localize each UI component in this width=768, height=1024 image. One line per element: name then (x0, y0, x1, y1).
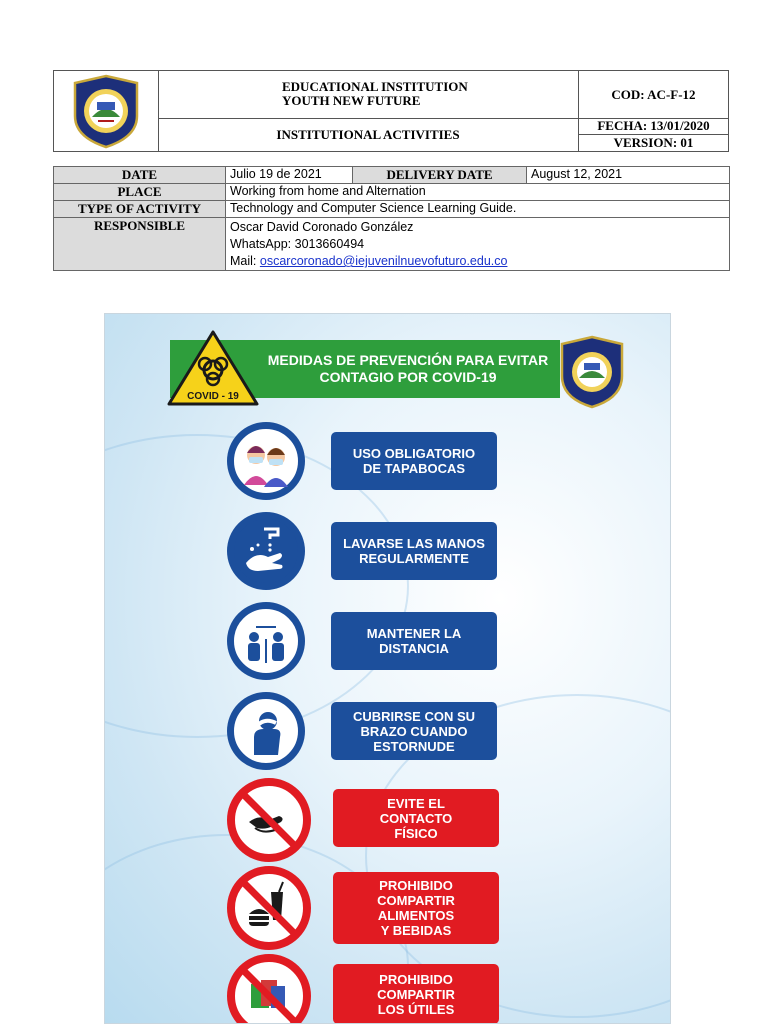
mask-people-icon (227, 422, 305, 500)
label-line: REGULARMENTE (359, 551, 469, 566)
institution-name (158, 71, 579, 119)
responsible-label: RESPONSIBLE (54, 218, 226, 271)
responsible-whatsapp: WhatsApp: 3013660494 (230, 237, 365, 251)
date-label: DATE (54, 167, 226, 184)
label-line: PROHIBIDO (379, 878, 453, 893)
document-date: FECHA: 13/01/2020 (579, 118, 728, 135)
prevention-label (331, 522, 497, 580)
document-header (53, 70, 729, 152)
no-food-drink-icon (227, 866, 311, 950)
date-value: Julio 19 de 2021 (226, 167, 353, 184)
label-line: PROHIBIDO (379, 971, 453, 987)
label-line: DISTANCIA (379, 641, 449, 656)
no-supplies-icon (227, 954, 311, 1024)
mail-prefix: Mail: (230, 254, 260, 268)
responsible-mail (230, 253, 725, 270)
delivery-date-value: August 12, 2021 (527, 167, 730, 184)
poster-title-line1: MEDIDAS DE PREVENCIÓN PARA EVITAR (267, 352, 549, 368)
prevention-item-distance (227, 602, 499, 682)
label-line: LAVARSE LAS MANOS (343, 536, 485, 551)
label-line: ALIMENTOS (377, 908, 455, 923)
label-line: Y BEBIDAS (380, 923, 452, 938)
label-line: COMPARTIR (377, 986, 455, 1002)
place-value: Working from home and Alternation (226, 184, 730, 201)
prevention-label (333, 964, 499, 1024)
prevention-item-mask (227, 422, 499, 502)
biohazard-warning-icon (165, 328, 261, 408)
covid-prevention-poster (104, 313, 671, 1024)
poster-title (258, 352, 558, 386)
prevention-label (333, 789, 499, 847)
table-row (54, 167, 730, 184)
activity-info-table (53, 166, 730, 271)
institution-line1: EDUCATIONAL INSTITUTION (282, 79, 468, 94)
institution-line2: YOUTH NEW FUTURE (282, 93, 421, 108)
prevention-item-no-supplies (227, 954, 499, 1024)
activity-type-value: Technology and Computer Science Learning Guide. (226, 201, 730, 218)
table-row (54, 184, 730, 201)
place-label: PLACE (54, 184, 226, 201)
prevention-label (331, 612, 497, 670)
delivery-date-label: DELIVERY DATE (353, 167, 527, 184)
label-line: DE TAPABOCAS (362, 461, 466, 476)
social-distance-icon (227, 602, 305, 680)
label-line: CUBRIRSE CON SU (352, 708, 476, 724)
prevention-item-handwash (227, 512, 499, 592)
document-version: VERSION: 01 (613, 135, 694, 150)
label-line: COMPARTIR (377, 893, 455, 908)
table-row (54, 201, 730, 218)
prevention-label (331, 702, 497, 760)
document-code: COD: AC-F-12 (579, 71, 728, 119)
prevention-item-sneeze (227, 692, 499, 772)
label-line: BRAZO CUANDO (360, 723, 468, 739)
label-line: CONTACTO (379, 810, 453, 826)
mail-link[interactable]: oscarcoronado@iejuvenilnuevofuturo.edu.co (259, 254, 508, 268)
label-line: USO OBLIGATORIO (352, 446, 476, 461)
label-line: EVITE EL (387, 795, 445, 811)
document-title: INSTITUTIONAL ACTIVITIES (158, 118, 579, 151)
header-logo-cell (54, 71, 159, 151)
hand-washing-icon (227, 512, 305, 590)
prevention-label (331, 432, 497, 490)
poster-title-line2: CONTAGIO POR COVID-19 (319, 369, 497, 385)
school-shield-logo (557, 334, 627, 410)
label-line: FÍSICO (394, 825, 438, 841)
no-handshake-icon (227, 778, 311, 862)
school-shield-logo (54, 71, 158, 151)
label-line: MANTENER LA (366, 626, 462, 641)
responsible-value (226, 218, 730, 271)
prevention-label (333, 872, 499, 944)
table-row (54, 218, 730, 271)
responsible-name: Oscar David Coronado González (230, 220, 414, 234)
covid-badge-text: COVID - 19 (187, 391, 239, 402)
activity-type-label: TYPE OF ACTIVITY (54, 201, 226, 218)
label-line: ESTORNUDE (373, 738, 455, 754)
label-line: LOS ÚTILES (377, 1001, 455, 1017)
prevention-item-no-contact (227, 778, 499, 864)
prevention-item-no-food (227, 866, 499, 952)
sneeze-elbow-icon (227, 692, 305, 770)
